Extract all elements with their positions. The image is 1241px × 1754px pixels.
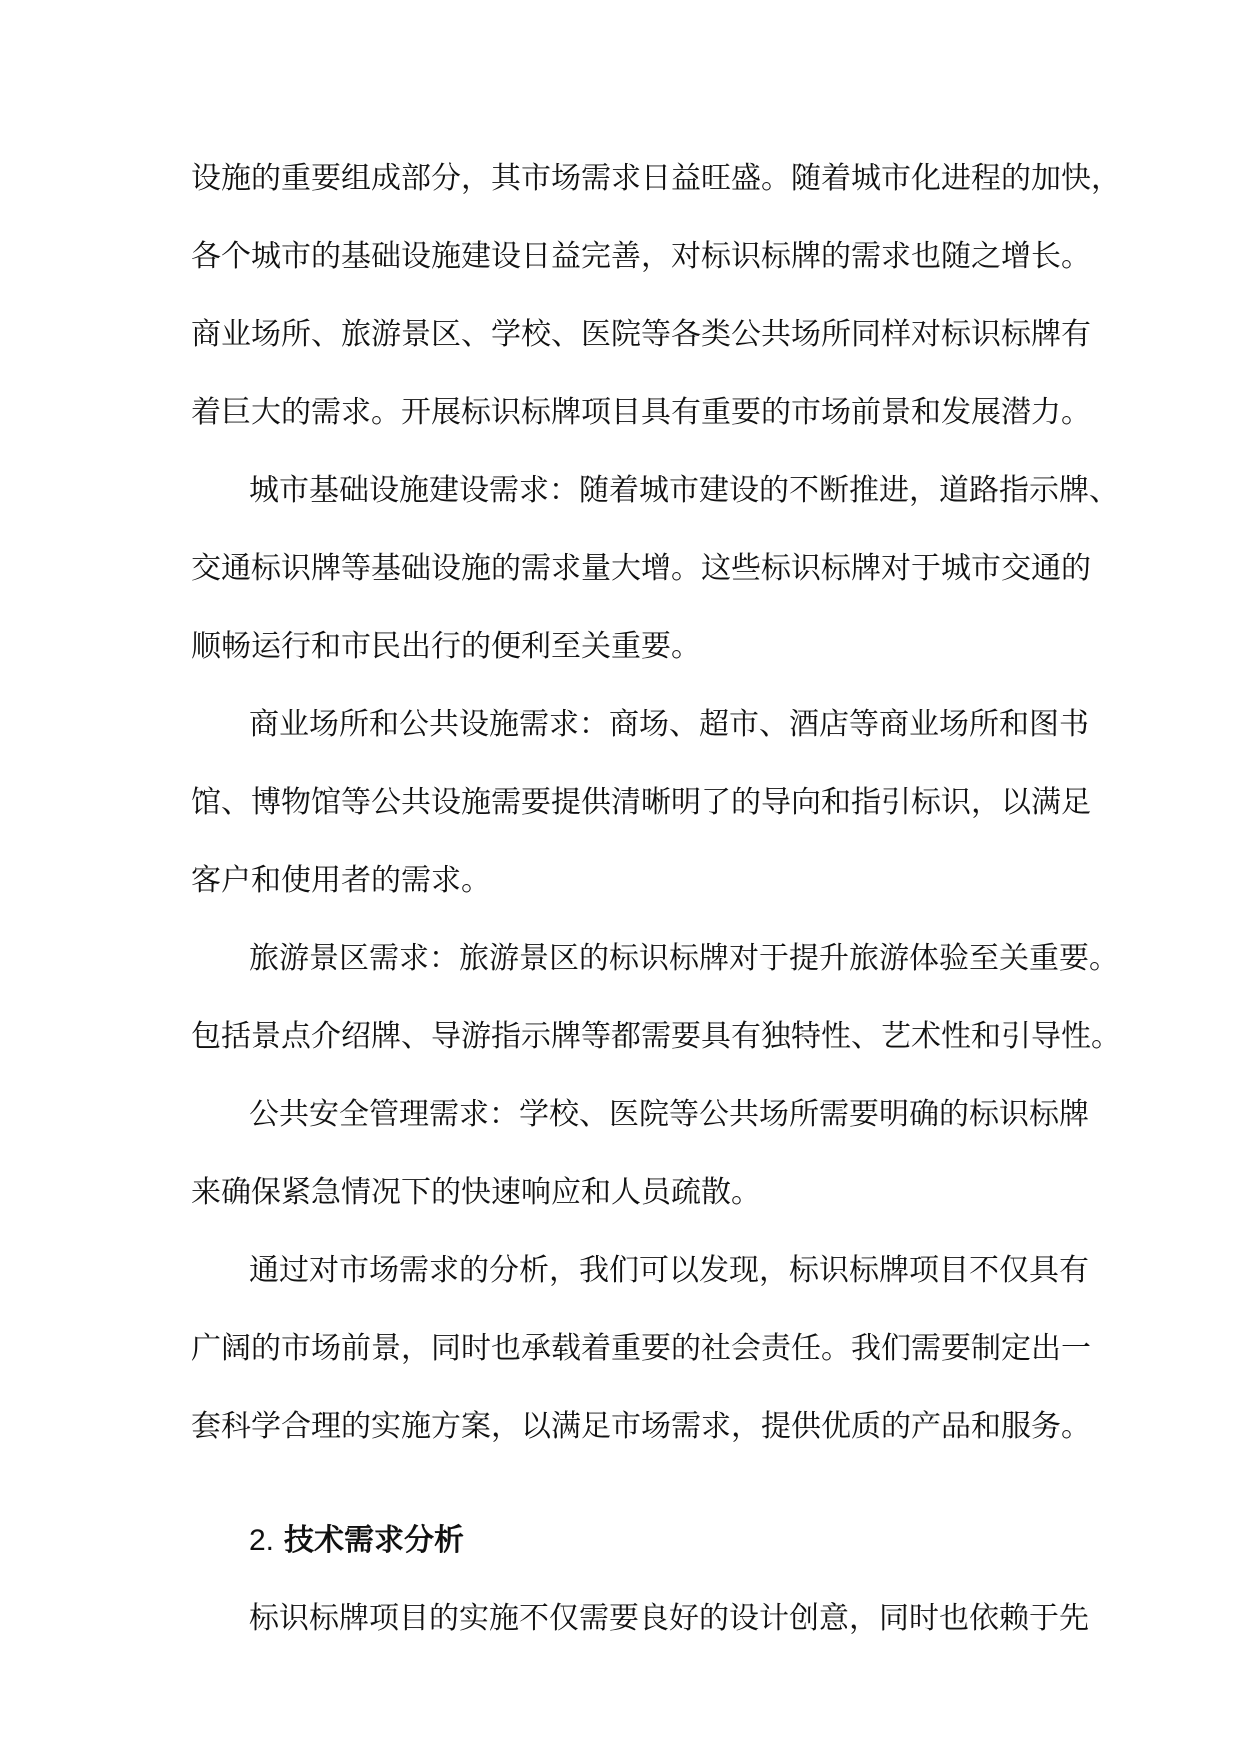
text-line: 设施的重要组成部分，其市场需求日益旺盛。随着城市化进程的加快， <box>191 161 1121 196</box>
section-title: 技术需求分析 <box>284 1523 465 1558</box>
text-line: 顺畅运行和市民出行的便利至关重要。 <box>191 629 701 664</box>
paragraph-market-overview <box>191 140 1121 452</box>
text-line: 通过对市场需求的分析，我们可以发现，标识标牌项目不仅具有 <box>249 1253 1089 1288</box>
text-line: 标识标牌项目的实施不仅需要良好的设计创意，同时也依赖于先 <box>249 1601 1089 1636</box>
paragraph-city-infrastructure <box>191 452 1119 686</box>
text-line: 广阔的市场前景，同时也承载着重要的社会责任。我们需要制定出一 <box>191 1331 1091 1366</box>
paragraph-tourism <box>191 920 1121 1076</box>
text-line: 旅游景区需求：旅游景区的标识标牌对于提升旅游体验至关重要。 <box>249 941 1119 976</box>
text-line: 商业场所、旅游景区、学校、医院等各类公共场所同样对标识标牌有 <box>191 317 1091 352</box>
text-line: 交通标识牌等基础设施的需求量大增。这些标识标牌对于城市交通的 <box>191 551 1091 586</box>
text-line: 套科学合理的实施方案，以满足市场需求，提供优质的产品和服务。 <box>191 1409 1091 1444</box>
text-line: 客户和使用者的需求。 <box>191 863 491 898</box>
section-heading <box>191 1502 1051 1580</box>
text-line: 各个城市的基础设施建设日益完善，对标识标牌的需求也随之增长。 <box>191 239 1091 274</box>
paragraph-commercial-public <box>191 686 1091 920</box>
text-line: 馆、博物馆等公共设施需要提供清晰明了的导向和指引标识，以满足 <box>191 785 1091 820</box>
paragraph-tech-requirements <box>191 1580 1089 1658</box>
section-spacer <box>191 1466 1051 1502</box>
text-line: 城市基础设施建设需求：随着城市建设的不断推进，道路指示牌、 <box>249 473 1119 508</box>
text-line: 着巨大的需求。开展标识标牌项目具有重要的市场前景和发展潜力。 <box>191 395 1091 430</box>
paragraph-summary <box>191 1232 1091 1466</box>
paragraph-public-safety <box>191 1076 1089 1232</box>
text-line: 来确保紧急情况下的快速响应和人员疏散。 <box>191 1175 761 1210</box>
text-line: 商业场所和公共设施需求：商场、超市、酒店等商业场所和图书 <box>249 707 1089 742</box>
document-body <box>191 140 1121 1658</box>
text-line: 包括景点介绍牌、导游指示牌等都需要具有独特性、艺术性和引导性。 <box>191 1019 1121 1054</box>
text-line: 公共安全管理需求：学校、医院等公共场所需要明确的标识标牌 <box>249 1097 1089 1132</box>
section-number: 2. <box>249 1524 275 1557</box>
